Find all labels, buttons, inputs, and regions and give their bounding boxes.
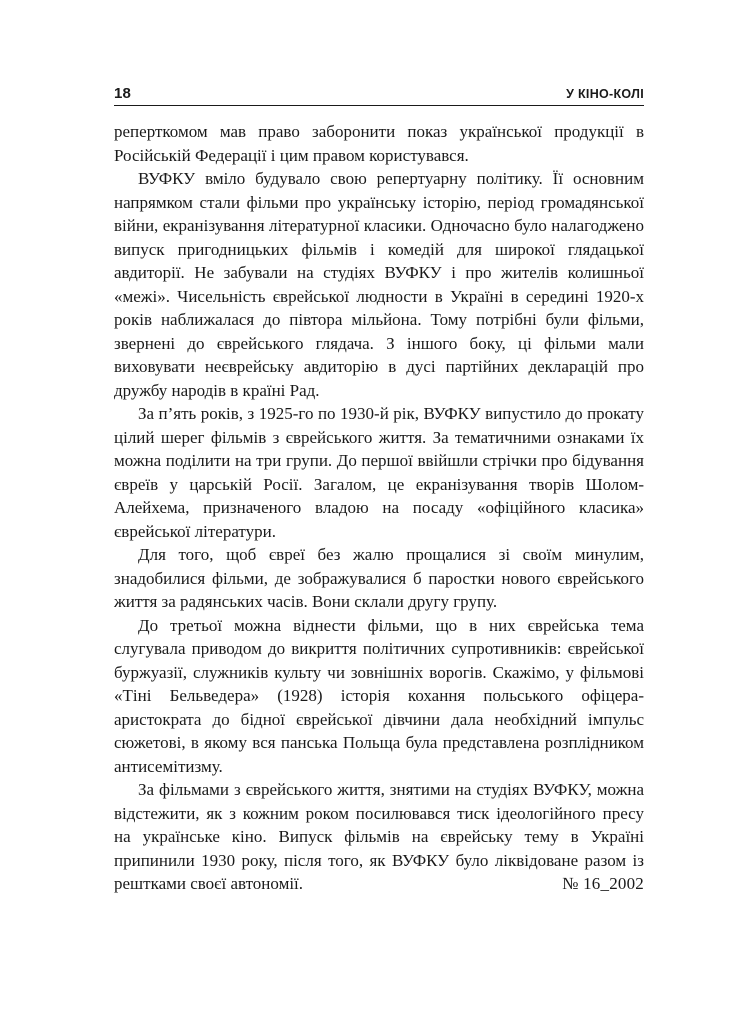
running-title: У КІНО-КОЛІ <box>566 87 644 101</box>
issue-number: № 16_2002 <box>562 874 644 893</box>
paragraph-continuation: реперткомом мав право заборонити показ української продукції в Російській Федерації і цим правом користувався. <box>114 122 644 165</box>
paragraph-third-group: До третьої можна віднести фільми, що в них єврейська тема слугувала приводом до викриття політичних супротивників: єврейської буржуазії, служників культу чи зовнішніх ворогів. Скажімо, у фільмові «Тіні Бельведера» (1928) історія кохання польського офіцера-аристократа до бідної єврейської дівчини дала необхідний імпульс сюжетові, в якому вся панська Польща була представлена розплідником антисемітизму. <box>114 615 644 776</box>
paragraph-conclusion: За фільмами з єврейського життя, знятими на студіях ВУФКУ, можна відстежити, як з кожним роком посилювався тиск ідеологійного пресу на українське кіно. Випуск фільмів на єврейську тему в Україні припинили 1930 року, після того, як ВУФКУ було ліквідоване разом із рештками своєї автономії. <box>114 780 644 893</box>
page-number: 18 <box>114 85 132 102</box>
paragraph-second-group: Для того, щоб євреї без жалю прощалися зі своїм минулим, знадобилися фільми, де зображувалися б паростки нового єврейського життя за радянських часів. Вони склали другу групу. <box>114 545 644 611</box>
page-header <box>114 83 644 106</box>
paragraph-five-years: За п’ять років, з 1925-го по 1930-й рік, ВУФКУ випустило до прокату цілий шерег фільмів з єврейського життя. За тематичними ознаками їх можна поділити на три групи. До першої ввійшли стрічки про бідування євреїв у царській Росії. Загалом, це екранізування творів Шолом-Алейхема, призначеного владою на посаду «офіційного класика» єврейської літератури. <box>114 404 644 541</box>
body-text <box>114 120 644 896</box>
paragraph-repertoire: ВУФКУ вміло будувало свою репертуарну політику. Її основним напрямком стали фільми про українську історію, період громадянської війни, екранізування літературної класики. Одночасно було налагоджено випуск пригодницьких фільмів і комедій для широкої глядацької авдиторії. Не забували на студіях ВУФКУ і про жителів колишньої «межі». Чисельність єврейської людности в Україні в середині 1920-х років наближалася до півтора мільйона. Тому потрібні були фільми, звернені до єврейського глядача. З іншого боку, ці фільми мали виховувати неєврейську авдиторію в дусі партійних декларацій про дружбу народів в країні Рад. <box>114 169 644 400</box>
